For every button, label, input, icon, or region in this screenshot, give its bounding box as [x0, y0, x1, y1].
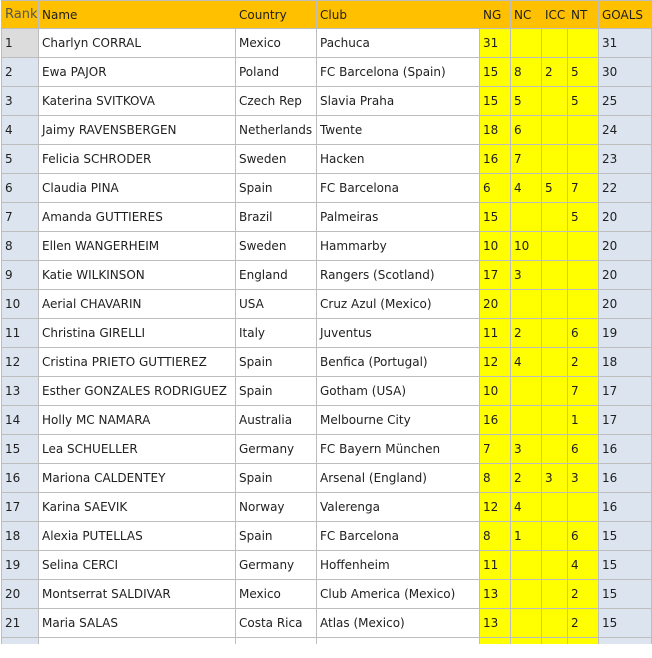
cell-name[interactable]: Montserrat SALDIVAR	[39, 580, 236, 609]
cell-name[interactable]: Ellen WANGERHEIM	[39, 232, 236, 261]
cell-club[interactable]: Palmeiras	[317, 203, 480, 232]
cell-icc[interactable]	[542, 609, 568, 638]
cell-country[interactable]: Sweden	[236, 232, 317, 261]
cell-ng[interactable]: 15	[480, 87, 511, 116]
cell-nt[interactable]: 5	[568, 203, 599, 232]
cell-name[interactable]: Jaimy RAVENSBERGEN	[39, 116, 236, 145]
cell-ng[interactable]: 18	[480, 116, 511, 145]
cell-goals[interactable]: 20	[599, 290, 652, 319]
cell-icc[interactable]	[542, 232, 568, 261]
cell-country[interactable]: England	[236, 261, 317, 290]
cell-ng-partial	[480, 638, 511, 645]
cell-country[interactable]: Spain	[236, 522, 317, 551]
cell-name[interactable]: Claudia PINA	[39, 174, 236, 203]
cell-rank[interactable]: 14	[2, 406, 39, 435]
cell-country[interactable]: Mexico	[236, 29, 317, 58]
table-row	[2, 145, 652, 174]
cell-nc[interactable]: 4	[511, 493, 542, 522]
cell-icc[interactable]	[542, 406, 568, 435]
cell-nc[interactable]	[511, 290, 542, 319]
cell-name[interactable]: Katerina SVITKOVA	[39, 87, 236, 116]
cell-country[interactable]: Germany	[236, 551, 317, 580]
cell-rank[interactable]: 13	[2, 377, 39, 406]
header-row	[2, 1, 652, 29]
cell-goals[interactable]: 20	[599, 261, 652, 290]
cell-name[interactable]: Katie WILKINSON	[39, 261, 236, 290]
cell-country[interactable]: Costa Rica	[236, 609, 317, 638]
cell-nt[interactable]: 1	[568, 406, 599, 435]
cell-name[interactable]: Cristina PRIETO GUTTIEREZ	[39, 348, 236, 377]
table-row	[2, 377, 652, 406]
cell-club[interactable]: Atlas (Mexico)	[317, 609, 480, 638]
cell-country[interactable]: Spain	[236, 377, 317, 406]
header-nt[interactable]: NT	[568, 1, 599, 29]
cell-country[interactable]: Italy	[236, 319, 317, 348]
table-row	[2, 609, 652, 638]
cell-name[interactable]: Alexia PUTELLAS	[39, 522, 236, 551]
cell-nc[interactable]: 10	[511, 232, 542, 261]
cell-club[interactable]: Rangers (Scotland)	[317, 261, 480, 290]
cell-country[interactable]: Mexico	[236, 580, 317, 609]
cell-ng[interactable]: 16	[480, 406, 511, 435]
cell-nt[interactable]: 7	[568, 377, 599, 406]
cell-nc[interactable]: 5	[511, 87, 542, 116]
cell-ng[interactable]: 17	[480, 261, 511, 290]
cell-country-partial	[236, 638, 317, 645]
cell-ng[interactable]: 20	[480, 290, 511, 319]
cell-ng[interactable]: 7	[480, 435, 511, 464]
cell-club[interactable]: Gotham (USA)	[317, 377, 480, 406]
table-row	[2, 493, 652, 522]
table-row	[2, 406, 652, 435]
cell-nt-partial	[568, 638, 599, 645]
cell-nt[interactable]: 2	[568, 609, 599, 638]
table-row	[2, 87, 652, 116]
cell-country[interactable]: Norway	[236, 493, 317, 522]
cell-nt[interactable]	[568, 232, 599, 261]
cell-name[interactable]: Holly MC NAMARA	[39, 406, 236, 435]
cell-rank[interactable]: 8	[2, 232, 39, 261]
cell-club[interactable]: Benfica (Portugal)	[317, 348, 480, 377]
cell-ng[interactable]: 13	[480, 609, 511, 638]
cell-ng[interactable]: 11	[480, 551, 511, 580]
cell-nc[interactable]: 4	[511, 348, 542, 377]
cell-club[interactable]: Hammarby	[317, 232, 480, 261]
cell-icc[interactable]	[542, 261, 568, 290]
header-goals[interactable]: GOALS	[599, 1, 652, 29]
cell-name[interactable]: Aerial CHAVARIN	[39, 290, 236, 319]
cell-club[interactable]: FC Barcelona	[317, 522, 480, 551]
cell-ng[interactable]: 8	[480, 464, 511, 493]
cell-icc[interactable]	[542, 116, 568, 145]
cell-nc[interactable]	[511, 29, 542, 58]
cell-country[interactable]: Poland	[236, 58, 317, 87]
cell-ng[interactable]: 11	[480, 319, 511, 348]
cell-icc-partial	[542, 638, 568, 645]
cell-name[interactable]: Lea SCHUELLER	[39, 435, 236, 464]
header-rank[interactable]: Rank	[2, 1, 39, 29]
table-row	[2, 580, 652, 609]
cell-nt[interactable]: 5	[568, 58, 599, 87]
cell-rank[interactable]: 20	[2, 580, 39, 609]
cell-name[interactable]: Felicia SCHRODER	[39, 145, 236, 174]
cell-goals[interactable]: 20	[599, 203, 652, 232]
cell-name[interactable]: Amanda GUTTIERES	[39, 203, 236, 232]
cell-club[interactable]: FC Bayern München	[317, 435, 480, 464]
cell-nt[interactable]: 2	[568, 580, 599, 609]
cell-nc[interactable]: 2	[511, 319, 542, 348]
cell-goals[interactable]: 24	[599, 116, 652, 145]
cell-icc[interactable]	[542, 551, 568, 580]
cell-club[interactable]: Hacken	[317, 145, 480, 174]
table-row	[2, 522, 652, 551]
cell-name[interactable]: Christina GIRELLI	[39, 319, 236, 348]
cell-icc[interactable]	[542, 522, 568, 551]
cell-goals-partial	[599, 638, 652, 645]
cell-goals[interactable]: 31	[599, 29, 652, 58]
cell-icc[interactable]	[542, 580, 568, 609]
cell-rank[interactable]: 4	[2, 116, 39, 145]
cell-nt[interactable]: 5	[568, 87, 599, 116]
cell-nc-partial	[511, 638, 542, 645]
cell-icc[interactable]	[542, 87, 568, 116]
cell-rank[interactable]: 2	[2, 58, 39, 87]
header-name[interactable]: Name	[39, 1, 236, 29]
table-row	[2, 348, 652, 377]
cell-goals[interactable]: 15	[599, 551, 652, 580]
cell-icc[interactable]	[542, 290, 568, 319]
cell-rank[interactable]: 1	[2, 29, 39, 58]
cell-club[interactable]: Slavia Praha	[317, 87, 480, 116]
cell-nt[interactable]: 6	[568, 522, 599, 551]
cell-nc[interactable]: 6	[511, 116, 542, 145]
cell-rank[interactable]: 18	[2, 522, 39, 551]
table-row	[2, 464, 652, 493]
cell-ng[interactable]: 31	[480, 29, 511, 58]
cell-ng[interactable]: 6	[480, 174, 511, 203]
cell-nc[interactable]: 1	[511, 522, 542, 551]
cell-nc[interactable]	[511, 377, 542, 406]
cell-club[interactable]: Hoffenheim	[317, 551, 480, 580]
cell-rank[interactable]: 10	[2, 290, 39, 319]
cell-goals[interactable]: 17	[599, 406, 652, 435]
cell-icc[interactable]	[542, 493, 568, 522]
cell-goals[interactable]: 30	[599, 58, 652, 87]
cell-ng[interactable]: 16	[480, 145, 511, 174]
cell-nc[interactable]: 4	[511, 174, 542, 203]
cell-nt[interactable]	[568, 145, 599, 174]
cell-country[interactable]: Czech Rep	[236, 87, 317, 116]
cell-nc[interactable]: 3	[511, 435, 542, 464]
cell-nt[interactable]: 3	[568, 464, 599, 493]
cell-ng[interactable]: 13	[480, 580, 511, 609]
cell-goals[interactable]: 15	[599, 609, 652, 638]
cell-ng[interactable]: 12	[480, 348, 511, 377]
cell-country[interactable]: Netherlands	[236, 116, 317, 145]
cell-icc[interactable]	[542, 377, 568, 406]
cell-name[interactable]: Charlyn CORRAL	[39, 29, 236, 58]
cell-icc[interactable]	[542, 348, 568, 377]
cell-nc[interactable]: 7	[511, 145, 542, 174]
cell-rank[interactable]: 16	[2, 464, 39, 493]
cell-icc[interactable]	[542, 435, 568, 464]
table-row	[2, 551, 652, 580]
cell-nc[interactable]	[511, 551, 542, 580]
cell-ng[interactable]: 12	[480, 493, 511, 522]
cell-goals[interactable]: 22	[599, 174, 652, 203]
cell-nc[interactable]	[511, 609, 542, 638]
cell-club[interactable]: Club America (Mexico)	[317, 580, 480, 609]
table-row	[2, 29, 652, 58]
cell-rank[interactable]: 19	[2, 551, 39, 580]
cell-nt[interactable]	[568, 493, 599, 522]
cell-name[interactable]: Mariona CALDENTEY	[39, 464, 236, 493]
cell-nc[interactable]	[511, 406, 542, 435]
cell-icc[interactable]	[542, 203, 568, 232]
cell-icc[interactable]	[542, 29, 568, 58]
cell-ng[interactable]: 15	[480, 203, 511, 232]
cell-club-partial	[317, 638, 480, 645]
cell-goals[interactable]: 25	[599, 87, 652, 116]
cell-name[interactable]: Ewa PAJOR	[39, 58, 236, 87]
cell-nt[interactable]	[568, 290, 599, 319]
cell-club[interactable]: Arsenal (England)	[317, 464, 480, 493]
cell-goals[interactable]: 18	[599, 348, 652, 377]
header-ng[interactable]: NG	[480, 1, 511, 29]
cell-country[interactable]: Sweden	[236, 145, 317, 174]
cell-club[interactable]: Melbourne City	[317, 406, 480, 435]
cell-goals[interactable]: 15	[599, 580, 652, 609]
table-row	[2, 319, 652, 348]
cell-goals[interactable]: 16	[599, 493, 652, 522]
cell-nt[interactable]	[568, 29, 599, 58]
cell-club[interactable]: FC Barcelona (Spain)	[317, 58, 480, 87]
cell-rank[interactable]: 5	[2, 145, 39, 174]
cell-goals[interactable]: 16	[599, 435, 652, 464]
cell-rank-partial	[2, 638, 39, 645]
table-row	[2, 58, 652, 87]
cell-goals[interactable]: 19	[599, 319, 652, 348]
cell-rank[interactable]: 11	[2, 319, 39, 348]
cell-country[interactable]: Australia	[236, 406, 317, 435]
cell-nt[interactable]	[568, 116, 599, 145]
table-row-partial	[2, 638, 652, 645]
cell-nc[interactable]	[511, 580, 542, 609]
cell-icc[interactable]	[542, 319, 568, 348]
cell-country[interactable]: Spain	[236, 464, 317, 493]
cell-club[interactable]: Valerenga	[317, 493, 480, 522]
cell-club[interactable]: Cruz Azul (Mexico)	[317, 290, 480, 319]
cell-country[interactable]: Spain	[236, 174, 317, 203]
cell-club[interactable]: Juventus	[317, 319, 480, 348]
cell-goals[interactable]: 23	[599, 145, 652, 174]
cell-goals[interactable]: 15	[599, 522, 652, 551]
table-row	[2, 232, 652, 261]
header-club[interactable]: Club	[317, 1, 480, 29]
cell-icc[interactable]: 3	[542, 464, 568, 493]
table-row	[2, 174, 652, 203]
cell-country[interactable]: USA	[236, 290, 317, 319]
cell-nc[interactable]: 8	[511, 58, 542, 87]
cell-rank[interactable]: 21	[2, 609, 39, 638]
cell-ng[interactable]: 8	[480, 522, 511, 551]
cell-nt[interactable]: 4	[568, 551, 599, 580]
cell-club[interactable]: FC Barcelona	[317, 174, 480, 203]
cell-name[interactable]: Esther GONZALES RODRIGUEZ	[39, 377, 236, 406]
table-row	[2, 261, 652, 290]
cell-goals[interactable]: 17	[599, 377, 652, 406]
cell-rank[interactable]: 12	[2, 348, 39, 377]
header-nc[interactable]: NC	[511, 1, 542, 29]
cell-nt[interactable]: 7	[568, 174, 599, 203]
cell-nc[interactable]: 2	[511, 464, 542, 493]
cell-nt[interactable]	[568, 261, 599, 290]
cell-name[interactable]: Maria SALAS	[39, 609, 236, 638]
cell-rank[interactable]: 7	[2, 203, 39, 232]
cell-icc[interactable]: 2	[542, 58, 568, 87]
cell-country[interactable]: Germany	[236, 435, 317, 464]
cell-rank[interactable]: 9	[2, 261, 39, 290]
header-country[interactable]: Country	[236, 1, 317, 29]
cell-ng[interactable]: 10	[480, 377, 511, 406]
cell-nt[interactable]: 2	[568, 348, 599, 377]
cell-rank[interactable]: 15	[2, 435, 39, 464]
table-row	[2, 435, 652, 464]
table-row	[2, 203, 652, 232]
cell-name[interactable]: Selina CERCI	[39, 551, 236, 580]
table-body	[2, 29, 652, 645]
cell-rank[interactable]: 17	[2, 493, 39, 522]
cell-nt[interactable]: 6	[568, 319, 599, 348]
cell-ng[interactable]: 15	[480, 58, 511, 87]
table-row	[2, 116, 652, 145]
cell-club[interactable]: Pachuca	[317, 29, 480, 58]
cell-goals[interactable]: 16	[599, 464, 652, 493]
cell-icc[interactable]: 5	[542, 174, 568, 203]
table-row	[2, 290, 652, 319]
header-icc[interactable]: ICC	[542, 1, 568, 29]
cell-club[interactable]: Twente	[317, 116, 480, 145]
cell-rank[interactable]: 3	[2, 87, 39, 116]
cell-name-partial	[39, 638, 236, 645]
cell-nt[interactable]: 6	[568, 435, 599, 464]
cell-goals[interactable]: 20	[599, 232, 652, 261]
cell-country[interactable]: Spain	[236, 348, 317, 377]
cell-name[interactable]: Karina SAEVIK	[39, 493, 236, 522]
top-scorers-table	[1, 0, 652, 644]
cell-nc[interactable]: 3	[511, 261, 542, 290]
cell-country[interactable]: Brazil	[236, 203, 317, 232]
cell-icc[interactable]	[542, 145, 568, 174]
cell-rank[interactable]: 6	[2, 174, 39, 203]
cell-ng[interactable]: 10	[480, 232, 511, 261]
cell-nc[interactable]	[511, 203, 542, 232]
